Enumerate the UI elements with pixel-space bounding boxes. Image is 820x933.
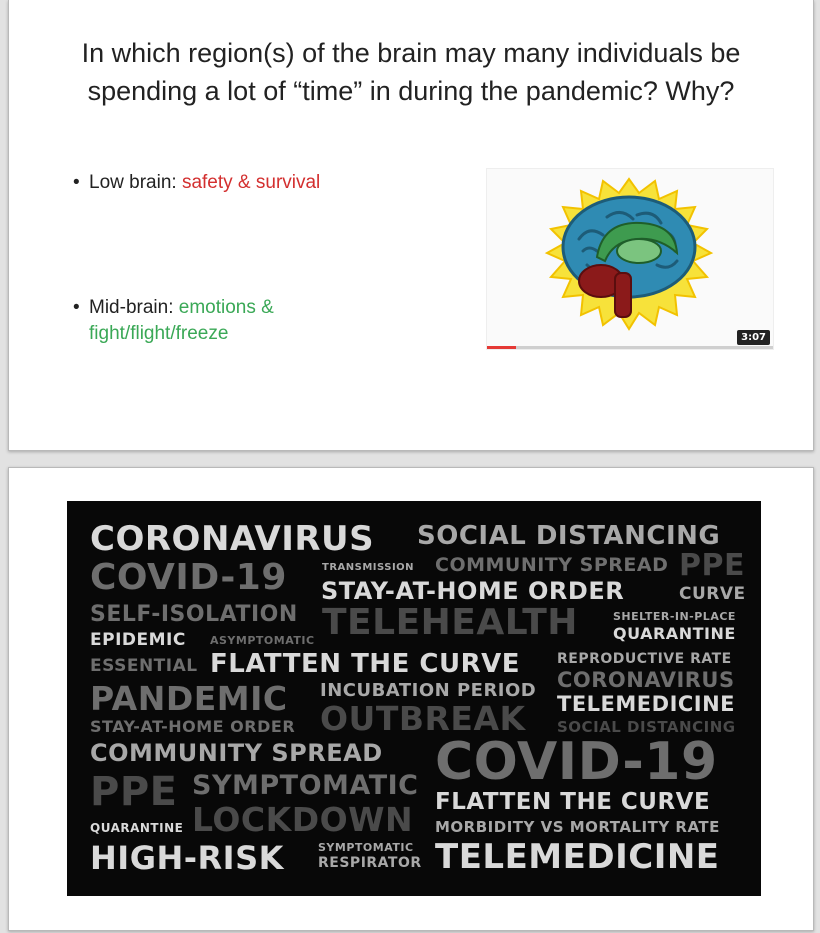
slide-2: [8, 467, 814, 931]
word-cloud-word: COMMUNITY SPREAD: [90, 739, 383, 767]
brain-illustration: [487, 169, 773, 345]
brainstem-shape: [615, 273, 631, 317]
word-cloud-word: PANDEMIC: [90, 679, 288, 718]
limbic-center-shape: [617, 239, 661, 263]
word-cloud-word: FLATTEN THE CURVE: [210, 649, 520, 679]
bullet-highlight: emotions & fight/flight/freeze: [89, 297, 274, 344]
word-cloud-word: TELEMEDICINE: [435, 837, 720, 877]
word-cloud-word: INCUBATION PERIOD: [320, 680, 537, 701]
bullet-low-brain: [73, 170, 323, 196]
word-cloud-word: PPE: [679, 548, 745, 583]
bullet-label: Low brain:: [89, 172, 182, 193]
word-cloud-word: QUARANTINE: [90, 821, 184, 835]
word-cloud-word: QUARANTINE: [613, 624, 736, 643]
word-cloud-word: LOCKDOWN: [192, 800, 414, 839]
word-cloud-word: HIGH-RISK: [90, 839, 284, 877]
word-cloud-word: CORONAVIRUS: [557, 668, 735, 692]
word-cloud-word: STAY-AT-HOME ORDER: [321, 577, 625, 605]
word-cloud-word: STAY-AT-HOME ORDER: [90, 717, 296, 736]
word-cloud-word: TELEMEDICINE: [557, 692, 736, 716]
word-cloud-word: SOCIAL DISTANCING: [557, 718, 736, 736]
word-cloud-word: SHELTER-IN-PLACE: [613, 610, 736, 623]
word-cloud-word: FLATTEN THE CURVE: [435, 789, 711, 815]
word-cloud-word: COMMUNITY SPREAD: [435, 554, 669, 576]
word-cloud-word: EPIDEMIC: [90, 630, 186, 650]
word-cloud-word: SYMPTOMATIC: [318, 841, 414, 854]
slide-1: [8, 0, 814, 451]
word-cloud-word: ESSENTIAL: [90, 656, 198, 676]
bullet-highlight: safety & survival: [181, 172, 321, 193]
word-cloud-word: RESPIRATOR: [318, 855, 422, 871]
bullet-marker: •: [73, 172, 80, 193]
word-cloud-word: REPRODUCTIVE RATE: [557, 651, 732, 667]
word-cloud-word: MORBIDITY VS MORTALITY RATE: [435, 818, 720, 836]
word-cloud-word: SOCIAL DISTANCING: [417, 521, 721, 551]
word-cloud-word: OUTBREAK: [320, 699, 526, 738]
bullet-mid-brain: [73, 295, 323, 347]
word-cloud-word: SYMPTOMATIC: [192, 770, 419, 801]
bullet-label: Mid-brain:: [89, 297, 179, 318]
word-cloud-word: TRANSMISSION: [322, 562, 415, 573]
video-duration: 3:07: [737, 330, 770, 345]
word-cloud: [67, 501, 761, 896]
word-cloud-word: PPE: [90, 769, 178, 815]
video-progress-bar[interactable]: [487, 346, 773, 349]
word-cloud-word: SELF-ISOLATION: [90, 602, 298, 627]
video-progress-fill: [487, 346, 516, 349]
slide-title: In which region(s) of the brain may many individuals be spending a lot of “time” in during the pandemic? Why?: [81, 38, 741, 106]
word-cloud-word: COVID-19: [90, 557, 287, 598]
word-cloud-word: ASYMPTOMATIC: [210, 634, 315, 647]
video-player[interactable]: [486, 168, 774, 350]
word-cloud-word: COVID-19: [435, 732, 718, 792]
word-cloud-word: CURVE: [679, 584, 746, 604]
bullet-marker: •: [73, 297, 80, 318]
word-cloud-word: CORONAVIRUS: [90, 519, 375, 559]
word-cloud-word: TELEHEALTH: [322, 602, 578, 643]
